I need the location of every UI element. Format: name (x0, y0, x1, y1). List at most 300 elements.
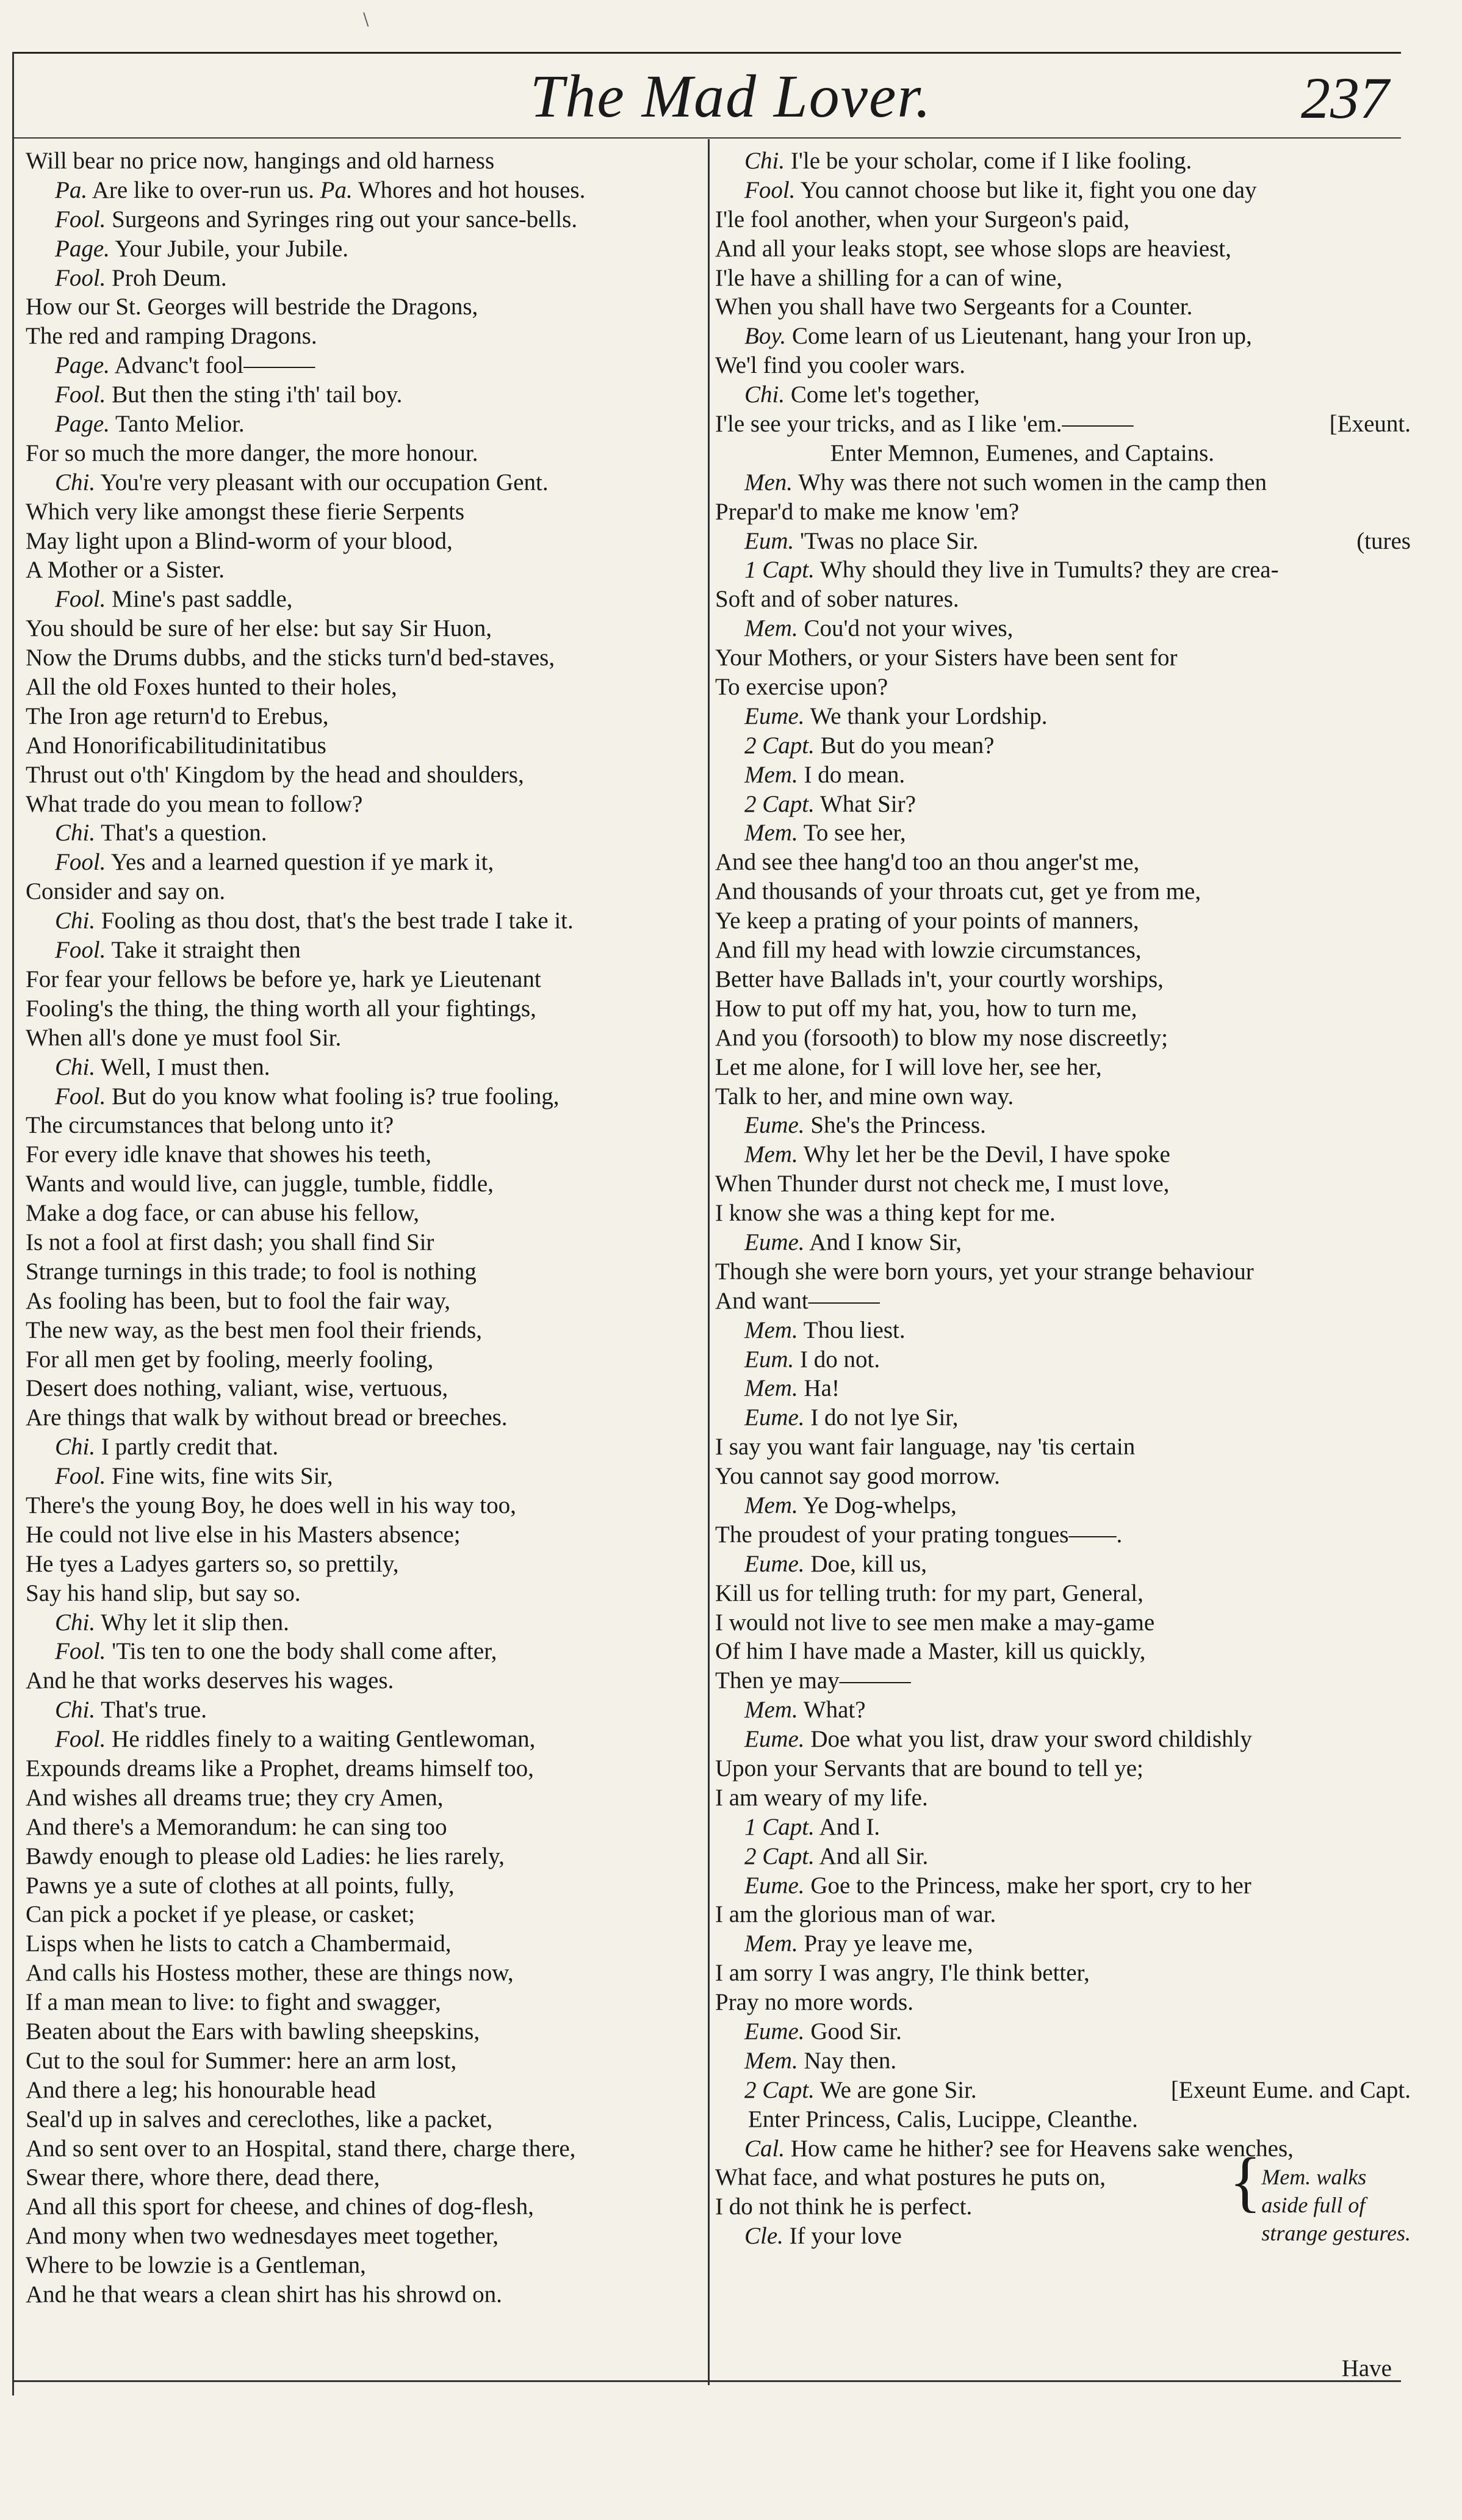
speaker-name: 2 Capt. (744, 2076, 815, 2103)
speaker-name: Eume. (744, 1550, 805, 1577)
text-line (26, 848, 700, 877)
text-line (715, 292, 1411, 322)
text-line (26, 643, 700, 673)
verse-text: The Iron age return'd to Erebus, (26, 702, 329, 729)
verse-text: Strange turnings in this trade; to fool is nothing (26, 1258, 477, 1285)
text-line (715, 790, 1411, 819)
text-line (26, 292, 700, 322)
speaker-name: Mem. (744, 820, 798, 847)
text-line (26, 585, 700, 614)
text-line (715, 1637, 1411, 1666)
aside-note (1229, 2144, 1411, 2247)
text-line (715, 1666, 1411, 1695)
text-line (26, 1111, 700, 1140)
text-line (26, 2046, 700, 2076)
speaker-name: Chi. (55, 820, 96, 847)
text-line (715, 673, 1411, 702)
text-line (715, 497, 1411, 527)
stage-direction: Enter Memnon, Eumenes, and Captains. (830, 439, 1215, 466)
verse-text: And he that wears a clean shirt has his shrowd on. (26, 2281, 502, 2308)
verse-text: A Mother or a Sister. (26, 557, 225, 583)
text-line (26, 702, 700, 731)
speaker-name: Fool. (55, 381, 106, 408)
margin-mark: \ (363, 9, 369, 29)
text-line (26, 1871, 700, 1901)
text-line (26, 1900, 700, 1929)
verse-text: Advanc't fool——— (114, 352, 315, 379)
verse-text: We are gone Sir. (819, 2076, 977, 2103)
speaker-name: Men. (744, 469, 793, 496)
speaker-name: Fool. (55, 206, 106, 233)
verse-text: And all Sir. (819, 1843, 929, 1869)
text-line (26, 1754, 700, 1783)
speaker-name: Boy. (744, 323, 787, 350)
verse-text: For so much the more danger, the more honour. (26, 439, 478, 466)
verse-text: Pawns ye a sute of clothes at all points, fully, (26, 1872, 455, 1899)
text-line (26, 234, 700, 264)
text-line (715, 818, 1411, 848)
verse-text: And thousands of your throats cut, get ye from me, (715, 878, 1201, 905)
text-line (26, 468, 700, 497)
text-line (26, 760, 700, 790)
text-line (715, 1725, 1411, 1754)
text-line (715, 1374, 1411, 1403)
text-line (26, 380, 700, 410)
column-divider (708, 139, 710, 2385)
verse-text: Is not a fool at first dash; you shall find Sir (26, 1229, 434, 1255)
speaker-name: Mem. (744, 1375, 798, 1402)
verse-text: And I know Sir, (809, 1229, 962, 1255)
verse-text: Surgeons and Syringes ring out your sance-bells. (112, 206, 578, 233)
speaker-name: 2 Capt. (744, 732, 815, 759)
speaker-name: Eume. (744, 2018, 805, 2045)
verse-text: Swear there, whore there, dead there, (26, 2164, 380, 2191)
verse-text: I'le have a shilling for a can of wine, (715, 264, 1063, 291)
text-line (26, 1462, 700, 1491)
text-line (26, 2163, 700, 2192)
verse-text: That's true. (101, 1697, 207, 1724)
text-line (26, 614, 700, 643)
speaker-name: Cle. (744, 2223, 783, 2250)
verse-text: When you shall have two Sergeants for a Counter. (715, 294, 1193, 320)
verse-text: Talk to her, and mine own way. (715, 1083, 1014, 1110)
speaker-name: Eume. (744, 1726, 805, 1753)
verse-text: And see thee hang'd too an thou anger'st me, (715, 849, 1140, 876)
verse-text: Prepar'd to make me know 'em? (715, 498, 1020, 525)
speaker-name: Fool. (55, 1638, 106, 1665)
text-line (715, 643, 1411, 673)
verse-text: You cannot say good morrow. (715, 1463, 1000, 1490)
speaker-name: Eume. (744, 702, 805, 729)
speaker-name: Fool. (55, 1726, 106, 1753)
verse-text: Doe what you list, draw your sword childishly (810, 1726, 1252, 1753)
aside-line: aside full of (1261, 2193, 1366, 2218)
text-line (26, 1579, 700, 1608)
text-line (26, 2222, 700, 2251)
verse-text: Though she were born yours, yet your strange behaviour (715, 1258, 1254, 1285)
verse-text: I'le fool another, when your Surgeon's paid, (715, 206, 1129, 233)
verse-text: And want——— (715, 1287, 880, 1314)
verse-text: Whores and hot houses. (358, 176, 586, 203)
text-line (26, 1169, 700, 1199)
text-line (715, 1316, 1411, 1345)
text-line (715, 1929, 1411, 1959)
verse-text: Are like to over-run us. (92, 176, 314, 203)
verse-text: All the old Foxes hunted to their holes, (26, 674, 397, 701)
text-line (26, 146, 700, 176)
verse-text: Pray ye leave me, (804, 1930, 973, 1957)
text-line (26, 2105, 700, 2134)
verse-text: Nay then. (804, 2047, 897, 2074)
speaker-name: Chi. (744, 148, 785, 174)
verse-text: There's the young Boy, he does well in his way too, (26, 1492, 516, 1518)
verse-text: And he that works deserves his wages. (26, 1667, 394, 1694)
text-line (26, 2017, 700, 2046)
speaker-name: 1 Capt. (744, 557, 815, 583)
speaker-name: 2 Capt. (744, 790, 815, 817)
text-line (26, 410, 700, 439)
speaker-name: Page. (55, 235, 110, 262)
speaker-name: 2 Capt. (744, 1843, 815, 1869)
verse-text: I am sorry I was angry, I'le think better, (715, 1960, 1090, 1987)
verse-text: When all's done ye must fool Sir. (26, 1024, 342, 1051)
left-text-column (26, 146, 700, 2309)
speaker-name: Page. (55, 352, 110, 379)
verse-text: He could not live else in his Masters absence; (26, 1521, 461, 1548)
text-line (26, 2192, 700, 2222)
text-line (26, 2251, 700, 2280)
verse-text: Well, I must then. (101, 1053, 270, 1080)
verse-text: We'l find you cooler wars. (715, 352, 966, 379)
speaker-name: 1 Capt. (744, 1813, 815, 1840)
text-line (26, 1140, 700, 1169)
text-line (715, 1871, 1411, 1901)
text-line (26, 2076, 700, 2105)
text-line (715, 205, 1411, 234)
verse-text: When Thunder durst not check me, I must love, (715, 1171, 1170, 1197)
verse-text: 'Twas no place Sir. (800, 527, 979, 554)
text-line (26, 1199, 700, 1228)
text-line (715, 614, 1411, 643)
running-title: The Mad Lover. (530, 62, 932, 130)
speaker-name: Mem. (744, 1492, 798, 1518)
verse-text: Seal'd up in salves and cereclothes, like a packet, (26, 2106, 493, 2132)
text-line (26, 1842, 700, 1871)
text-line (26, 1520, 700, 1550)
text-line (715, 2046, 1411, 2076)
text-line (26, 673, 700, 702)
speaker-name: Eume. (744, 1872, 805, 1899)
verse-text: The red and ramping Dragons. (26, 323, 317, 350)
verse-text: Fooling as thou dost, that's the best trade I take it. (101, 908, 574, 934)
verse-text: Lisps when he lists to catch a Chambermaid, (26, 1930, 452, 1957)
text-line (715, 906, 1411, 936)
speaker-name: Eum. (744, 527, 794, 554)
text-line (715, 1111, 1411, 1140)
text-line (26, 1257, 700, 1287)
verse-text: And wishes all dreams true; they cry Amen, (26, 1784, 444, 1811)
verse-text: Your Jubile, your Jubile. (115, 235, 349, 262)
text-line (715, 1900, 1411, 1929)
text-line (26, 731, 700, 760)
verse-text: The circumstances that belong unto it? (26, 1112, 394, 1139)
verse-text: Proh Deum. (112, 264, 227, 291)
verse-text: I do not. (800, 1346, 880, 1373)
verse-text: Bawdy enough to please old Ladies: he lies rarely, (26, 1843, 505, 1869)
verse-text: Let me alone, for I will love her, see her, (715, 1053, 1102, 1080)
verse-text: Why let her be the Devil, I have spoke (803, 1141, 1170, 1168)
verse-text: And all your leaks stopt, see whose slops are heaviest, (715, 235, 1231, 262)
text-line (715, 322, 1411, 351)
verse-text: The new way, as the best men fool their friends, (26, 1316, 482, 1343)
text-line (26, 1287, 700, 1316)
header-rule (12, 137, 1401, 139)
text-line (26, 205, 700, 234)
speaker-name: Mem. (744, 761, 798, 788)
stage-direction: Enter Princess, Calis, Lucippe, Cleanthe. (747, 2106, 1138, 2132)
speaker-name: Fool. (55, 849, 106, 876)
speaker-name: Mem. (744, 615, 798, 642)
text-line (715, 1199, 1411, 1228)
speaker-name: Mem. (744, 1316, 798, 1343)
verse-text: How to put off my hat, you, how to turn me, (715, 995, 1137, 1022)
verse-text: For every idle knave that showes his teeth, (26, 1141, 431, 1168)
verse-text: He riddles finely to a waiting Gentlewoman, (112, 1726, 536, 1753)
verse-text: But do you mean? (820, 732, 995, 759)
text-line (26, 1082, 700, 1111)
text-line (715, 1520, 1411, 1550)
text-line (715, 731, 1411, 760)
text-line (715, 936, 1411, 965)
verse-text: I partly credit that. (101, 1434, 279, 1460)
speaker-name: Chi. (55, 1434, 96, 1460)
verse-text: We thank your Lordship. (810, 702, 1048, 729)
text-line (26, 1403, 700, 1432)
text-line (715, 585, 1411, 614)
text-line (715, 994, 1411, 1024)
speaker-name: Mem. (744, 1141, 798, 1168)
verse-text: That's a question. (101, 820, 267, 847)
speaker-name: Chi. (744, 381, 785, 408)
verse-text: Are things that walk by without bread or breeches. (26, 1404, 508, 1431)
text-line (715, 877, 1411, 906)
text-line (715, 1813, 1411, 1842)
verse-text: Now the Drums dubbs, and the sticks turn'd bed-staves, (26, 644, 555, 671)
text-line (715, 1082, 1411, 1111)
speaker-name: Fool. (55, 937, 106, 964)
verse-text: Kill us for telling truth: for my part, General, (715, 1580, 1143, 1606)
text-line (715, 439, 1411, 468)
verse-text: Ha! (804, 1375, 840, 1402)
speaker-name: Fool. (55, 264, 106, 291)
verse-text: Come let's together, (790, 381, 980, 408)
text-line (715, 965, 1411, 994)
text-line (715, 1169, 1411, 1199)
text-line (26, 2280, 700, 2309)
speaker-name: Eume. (744, 1112, 805, 1139)
speaker-name: Chi. (55, 1697, 96, 1724)
verse-text: Fine wits, fine wits Sir, (112, 1463, 333, 1490)
verse-text: Goe to the Princess, make her sport, cry to her (810, 1872, 1251, 1899)
speaker-name: Cal. (744, 2135, 785, 2162)
speaker-name: Pa. (320, 176, 353, 203)
text-line (715, 1783, 1411, 1813)
verse-text: Good Sir. (810, 2018, 902, 2045)
text-line (715, 1024, 1411, 1053)
text-line (26, 1783, 700, 1813)
speaker-name: Mem. (744, 1930, 798, 1957)
verse-text: Why should they live in Tumults? they are crea- (819, 557, 1279, 583)
speaker-name: Chi. (55, 908, 96, 934)
verse-text: And mony when two wednesdayes meet together, (26, 2223, 499, 2250)
verse-text: Wants and would live, can juggle, tumble, fiddle, (26, 1171, 494, 1197)
verse-text: Beaten about the Ears with bawling sheepskins, (26, 2018, 480, 2045)
text-line (715, 264, 1411, 293)
text-line (26, 2134, 700, 2164)
text-line (715, 527, 1411, 556)
verse-text: How came he hither? see for Heavens sake wenches, (790, 2135, 1294, 2162)
verse-text: Yes and a learned question if ye mark it, (110, 849, 494, 876)
text-line (715, 1988, 1411, 2017)
text-line (715, 1345, 1411, 1374)
text-line (715, 1403, 1411, 1432)
text-line (715, 1287, 1411, 1316)
verse-text: I do not think he is perfect. (715, 2193, 973, 2220)
text-line (26, 1024, 700, 1053)
verse-text: Where to be lowzie is a Gentleman, (26, 2252, 366, 2279)
verse-text: Will bear no price now, hangings and old harness (26, 148, 495, 174)
verse-text: Soft and of sober natures. (715, 586, 959, 613)
verse-text: 'Tis ten to one the body shall come after, (112, 1638, 497, 1665)
verse-text: I say you want fair language, nay 'tis certain (715, 1434, 1136, 1460)
speaker-name: Eume. (744, 1404, 805, 1431)
verse-text: And you (forsooth) to blow my nose discreetly; (715, 1024, 1168, 1051)
verse-text: And fill my head with lowzie circumstances, (715, 937, 1142, 964)
verse-text: May light upon a Blind-worm of your blood, (26, 527, 453, 554)
verse-text: I would not live to see men make a may-game (715, 1609, 1155, 1636)
verse-text: What? (803, 1697, 866, 1724)
brace-mark: { (1229, 2144, 1262, 2219)
verse-text: But do you know what fooling is? true fooling, (112, 1083, 560, 1110)
text-line (715, 1491, 1411, 1520)
text-line (26, 1695, 700, 1725)
right-aligned-direction: (tures (1356, 527, 1411, 554)
text-line (26, 1345, 700, 1374)
verse-text: Consider and say on. (26, 878, 226, 905)
text-line (26, 994, 700, 1024)
top-rule (12, 52, 1401, 54)
verse-text: I do not lye Sir, (810, 1404, 959, 1431)
verse-text: Thou liest. (803, 1316, 906, 1343)
text-line (715, 380, 1411, 410)
text-line (26, 906, 700, 936)
bottom-rule (12, 2380, 1401, 2382)
verse-text: And all this sport for cheese, and chines of dog-flesh, (26, 2193, 534, 2220)
text-line (26, 1491, 700, 1520)
text-line (26, 264, 700, 293)
verse-text: Cut to the soul for Summer: here an arm lost, (26, 2047, 457, 2074)
speaker-name: Chi. (55, 469, 96, 496)
verse-text: Come learn of us Lieutenant, hang your Iron up, (791, 323, 1252, 350)
verse-text: Tanto Melior. (115, 411, 245, 438)
verse-text: For fear your fellows be before ye, hark ye Lieutenant (26, 966, 541, 992)
text-line (26, 965, 700, 994)
verse-text: Of him I have made a Master, kill us quickly, (715, 1638, 1146, 1665)
verse-text: Doe, kill us, (810, 1550, 927, 1577)
text-line (715, 848, 1411, 877)
verse-text: Better have Ballads in't, your courtly worships, (715, 966, 1164, 992)
verse-text: How our St. Georges will bestride the Dragons, (26, 294, 478, 320)
text-line (715, 1695, 1411, 1725)
text-line (715, 760, 1411, 790)
verse-text: What face, and what postures he puts on, (715, 2164, 1106, 2191)
verse-text: Why was there not such women in the camp then (798, 469, 1267, 496)
speaker-name: Mem. (744, 2047, 798, 2074)
left-border-rule (12, 52, 14, 2395)
text-line (715, 2134, 1411, 2164)
verse-text: If your love (789, 2223, 902, 2250)
verse-text: Cou'd not your wives, (804, 615, 1014, 642)
text-line (26, 1725, 700, 1754)
text-line (715, 468, 1411, 497)
verse-text: To exercise upon? (715, 674, 888, 701)
text-line (26, 936, 700, 965)
text-line (26, 1637, 700, 1666)
verse-text: I'le be your scholar, come if I like fooling. (790, 148, 1192, 174)
text-line (26, 1228, 700, 1257)
verse-text: Take it straight then (111, 937, 301, 964)
verse-text: I'le see your tricks, and as I like 'em.——— (715, 411, 1134, 438)
text-line (715, 410, 1411, 439)
verse-text: Desert does nothing, valiant, wise, vertuous, (26, 1375, 448, 1402)
speaker-name: Chi. (55, 1053, 96, 1080)
aside-line: Mem. walks (1261, 2165, 1367, 2190)
verse-text: For all men get by fooling, meerly fooling, (26, 1346, 434, 1373)
verse-text: You should be sure of her else: but say Sir Huon, (26, 615, 492, 642)
verse-text: If a man mean to live: to fight and swagger, (26, 1989, 441, 2016)
text-line (26, 497, 700, 527)
text-line (715, 2076, 1411, 2105)
verse-text: Expounds dreams like a Prophet, dreams himself too, (26, 1755, 534, 1782)
text-line (26, 1959, 700, 1988)
page-number: 237 (1301, 65, 1389, 131)
text-line (715, 2105, 1411, 2134)
verse-text: As fooling has been, but to fool the fair way, (26, 1287, 451, 1314)
verse-text: Upon your Servants that are bound to tell ye; (715, 1755, 1143, 1782)
text-line (26, 1053, 700, 1082)
verse-text: The proudest of your prating tongues——. (715, 1521, 1123, 1548)
verse-text: What trade do you mean to follow? (26, 790, 363, 817)
text-line (26, 555, 700, 585)
text-line (715, 234, 1411, 264)
verse-text: Fooling's the thing, the thing worth all your fightings, (26, 995, 536, 1022)
text-line (715, 176, 1411, 205)
verse-text: And Honorificabilitudinitatibus (26, 732, 326, 759)
verse-text: And there's a Memorandum: he can sing too (26, 1813, 447, 1840)
text-line (26, 1929, 700, 1959)
speaker-name: Mem. (744, 1697, 798, 1724)
verse-text: Why let it slip then. (101, 1609, 289, 1636)
text-line (26, 1374, 700, 1403)
verse-text: I am the glorious man of war. (715, 1901, 996, 1928)
text-line (26, 1666, 700, 1695)
verse-text: But then the sting i'th' tail boy. (112, 381, 403, 408)
text-line (26, 351, 700, 380)
text-line (26, 176, 700, 205)
text-line (715, 1550, 1411, 1579)
speaker-name: Chi. (55, 1609, 96, 1636)
verse-text: Mine's past saddle, (112, 586, 293, 613)
